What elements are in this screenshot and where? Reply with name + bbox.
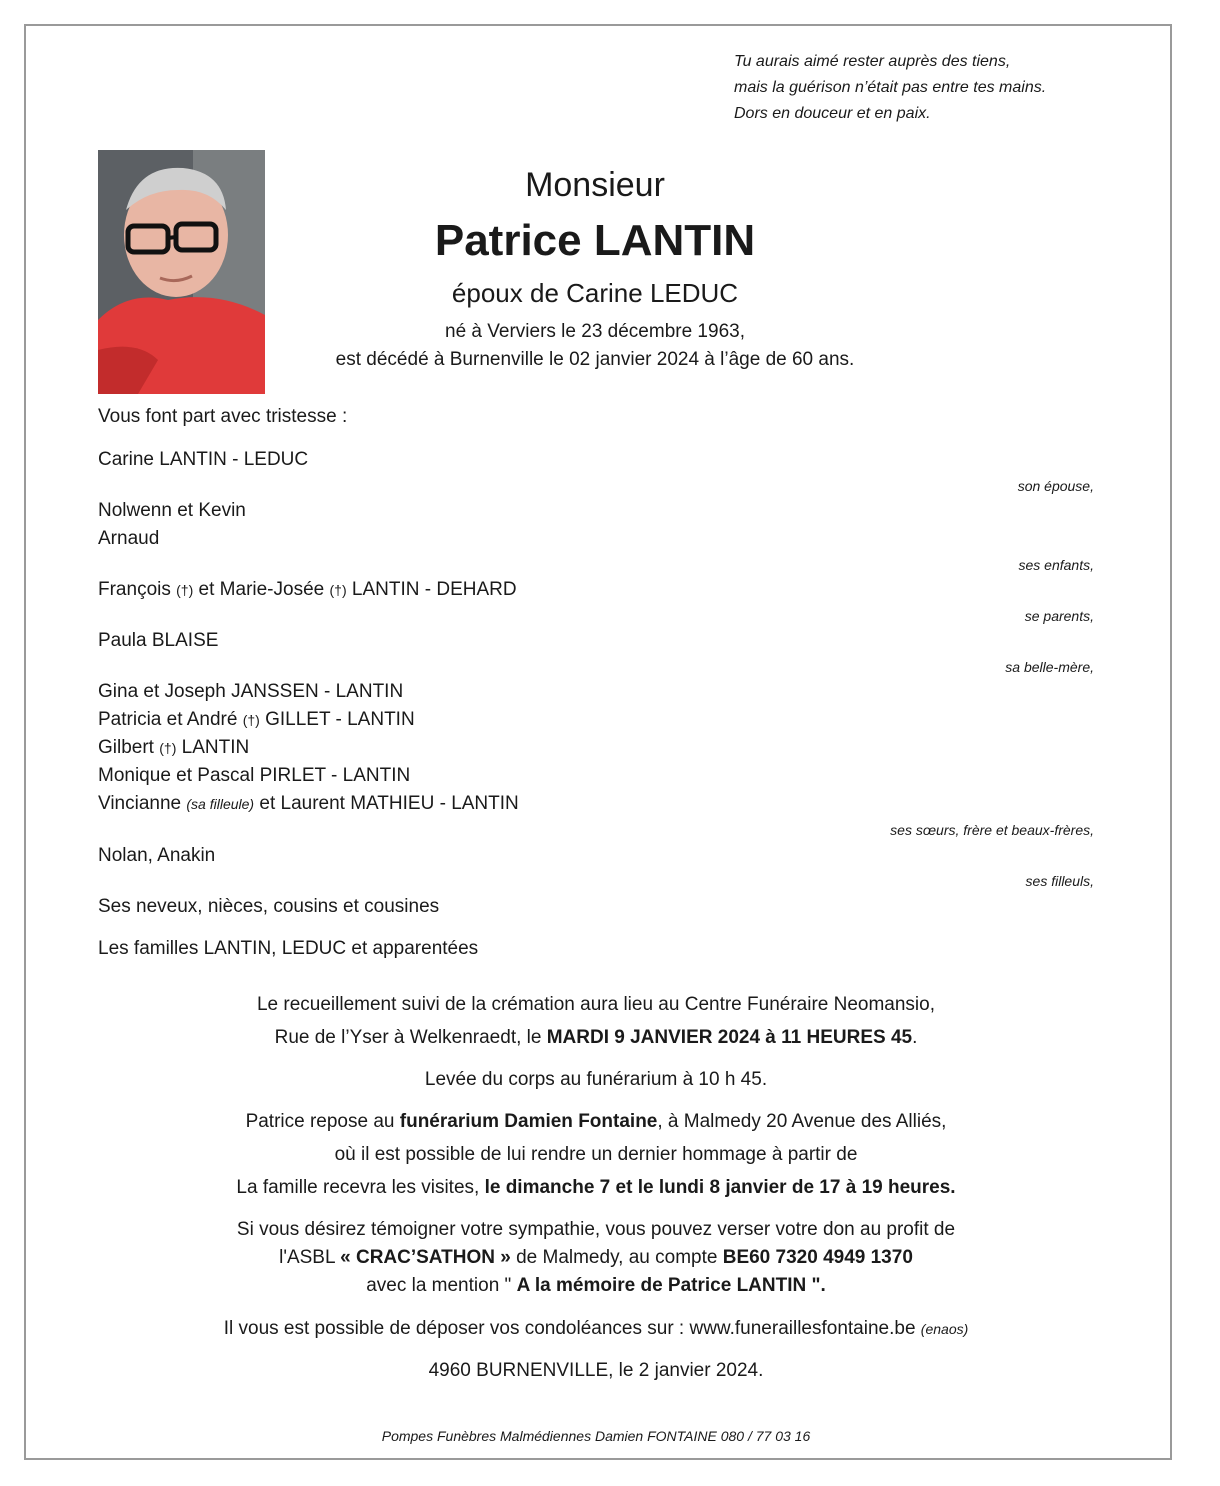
text-segment: avec la mention " bbox=[366, 1275, 517, 1296]
text-segment: Rue de l’Yser à Welkenraedt, le bbox=[274, 1027, 547, 1048]
godchildren-names: Nolan, Anakin bbox=[98, 845, 216, 866]
intro-text: Vous font part avec tristesse : bbox=[98, 406, 348, 427]
text-segment: Patrice repose au bbox=[245, 1111, 400, 1132]
portrait-photo bbox=[98, 150, 265, 394]
poem-line: mais la guérison n’était pas entre tes mains. bbox=[734, 79, 1047, 96]
text-segment: GILLET - LANTIN bbox=[259, 709, 415, 730]
text-segment: LANTIN - DEHARD bbox=[346, 579, 517, 600]
families-line: Les familles LANTIN, LEDUC et apparentées bbox=[98, 938, 479, 959]
spouse-line: époux de Carine LEDUC bbox=[451, 278, 739, 308]
poem-line: Dors en douceur et en paix. bbox=[734, 105, 931, 122]
funerarium-name: funérarium Damien Fontaine bbox=[399, 1111, 658, 1132]
condolences-note: (enaos) bbox=[920, 1321, 969, 1337]
text-segment: l'ASBL bbox=[279, 1247, 341, 1268]
visits-dates: le dimanche 7 et le lundi 8 janvier de 17 à 19 heures. bbox=[484, 1177, 956, 1198]
goddaughter-note: (sa filleule) bbox=[186, 796, 255, 812]
text-segment: Vincianne bbox=[98, 793, 187, 814]
text-segment: de Malmedy, au compte bbox=[510, 1247, 723, 1268]
text-segment: et Laurent MATHIEU - LANTIN bbox=[254, 793, 519, 814]
ceremony-line bbox=[100, 1027, 1092, 1049]
relation-label: son épouse, bbox=[1017, 478, 1094, 494]
deceased-name: Patrice LANTIN bbox=[434, 216, 756, 265]
mother-in-law-name: Paula BLAISE bbox=[98, 630, 219, 651]
sibling-line bbox=[98, 793, 519, 815]
relation-label: sa belle-mère, bbox=[1005, 659, 1094, 675]
bank-account: BE60 7320 4949 1370 bbox=[722, 1247, 913, 1268]
text-segment: . bbox=[912, 1027, 918, 1048]
child-name: Nolwenn et Kevin bbox=[98, 500, 246, 521]
child-name: Arnaud bbox=[98, 528, 160, 549]
text-segment: La famille recevra les visites, bbox=[236, 1177, 485, 1198]
place-date: 4960 BURNENVILLE, le 2 janvier 2024. bbox=[428, 1360, 764, 1381]
relation-label: se parents, bbox=[1024, 608, 1094, 624]
parents-names bbox=[98, 579, 517, 601]
donation-line bbox=[100, 1275, 1092, 1297]
donation-line bbox=[100, 1247, 1092, 1269]
relation-label: ses filleuls, bbox=[1025, 873, 1094, 889]
birth-death-info bbox=[250, 318, 940, 374]
charity-name: « CRAC’SATHON » bbox=[340, 1247, 511, 1268]
spouse-name: Carine LANTIN - LEDUC bbox=[98, 449, 309, 470]
condolences-line bbox=[100, 1318, 1092, 1340]
nephews-line: Ses neveux, nièces, cousins et cousines bbox=[98, 896, 440, 917]
text-segment: Patricia et André bbox=[98, 709, 243, 730]
visits-line bbox=[100, 1177, 1092, 1199]
civility: Monsieur bbox=[525, 166, 665, 204]
donation-mention: A la mémoire de Patrice LANTIN ". bbox=[516, 1275, 826, 1296]
text-segment: LANTIN bbox=[176, 737, 250, 758]
text-segment: et Marie-Josée bbox=[193, 579, 330, 600]
sibling-line: Gina et Joseph JANSSEN - LANTIN bbox=[98, 681, 404, 702]
text-segment: Gilbert bbox=[98, 737, 160, 758]
sibling-line bbox=[98, 737, 249, 759]
sibling-line: Monique et Pascal PIRLET - LANTIN bbox=[98, 765, 411, 786]
text-segment: , à Malmedy 20 Avenue des Alliés, bbox=[657, 1111, 947, 1132]
poem-line: Tu aurais aimé rester auprès des tiens, bbox=[734, 53, 1011, 70]
condolences-text: Il vous est possible de déposer vos condoléances sur : www.funeraillesfontaine.be bbox=[223, 1318, 921, 1339]
funeral-home-footer: Pompes Funèbres Malmédiennes Damien FONTAINE 080 / 77 03 16 bbox=[381, 1428, 811, 1444]
portrait-illustration bbox=[98, 150, 265, 394]
text-segment: François bbox=[98, 579, 171, 600]
sibling-line bbox=[98, 709, 415, 731]
cross-symbol: (†) bbox=[242, 712, 260, 728]
repose-line bbox=[100, 1111, 1092, 1133]
cross-symbol: (†) bbox=[176, 582, 194, 598]
ceremony-date: MARDI 9 JANVIER 2024 à 11 HEURES 45 bbox=[546, 1027, 913, 1048]
donation-line: Si vous désirez témoigner votre sympathie, vous pouvez verser votre don au profit de bbox=[236, 1219, 956, 1240]
relation-label: ses enfants, bbox=[1018, 557, 1094, 573]
birth-line: né à Verviers le 23 décembre 1963, bbox=[445, 321, 745, 342]
epitaph-poem bbox=[734, 49, 1046, 127]
repose-line: où il est possible de lui rendre un dernier hommage à partir de bbox=[334, 1144, 858, 1165]
cross-symbol: (†) bbox=[329, 582, 347, 598]
levee-line: Levée du corps au funérarium à 10 h 45. bbox=[424, 1069, 768, 1090]
relation-label: ses sœurs, frère et beaux-frères, bbox=[890, 822, 1094, 838]
death-line: est décédé à Burnenville le 02 janvier 2024 à l’âge de 60 ans. bbox=[335, 349, 855, 370]
ceremony-line: Le recueillement suivi de la crémation aura lieu au Centre Funéraire Neomansio, bbox=[256, 994, 936, 1015]
cross-symbol: (†) bbox=[159, 740, 177, 756]
